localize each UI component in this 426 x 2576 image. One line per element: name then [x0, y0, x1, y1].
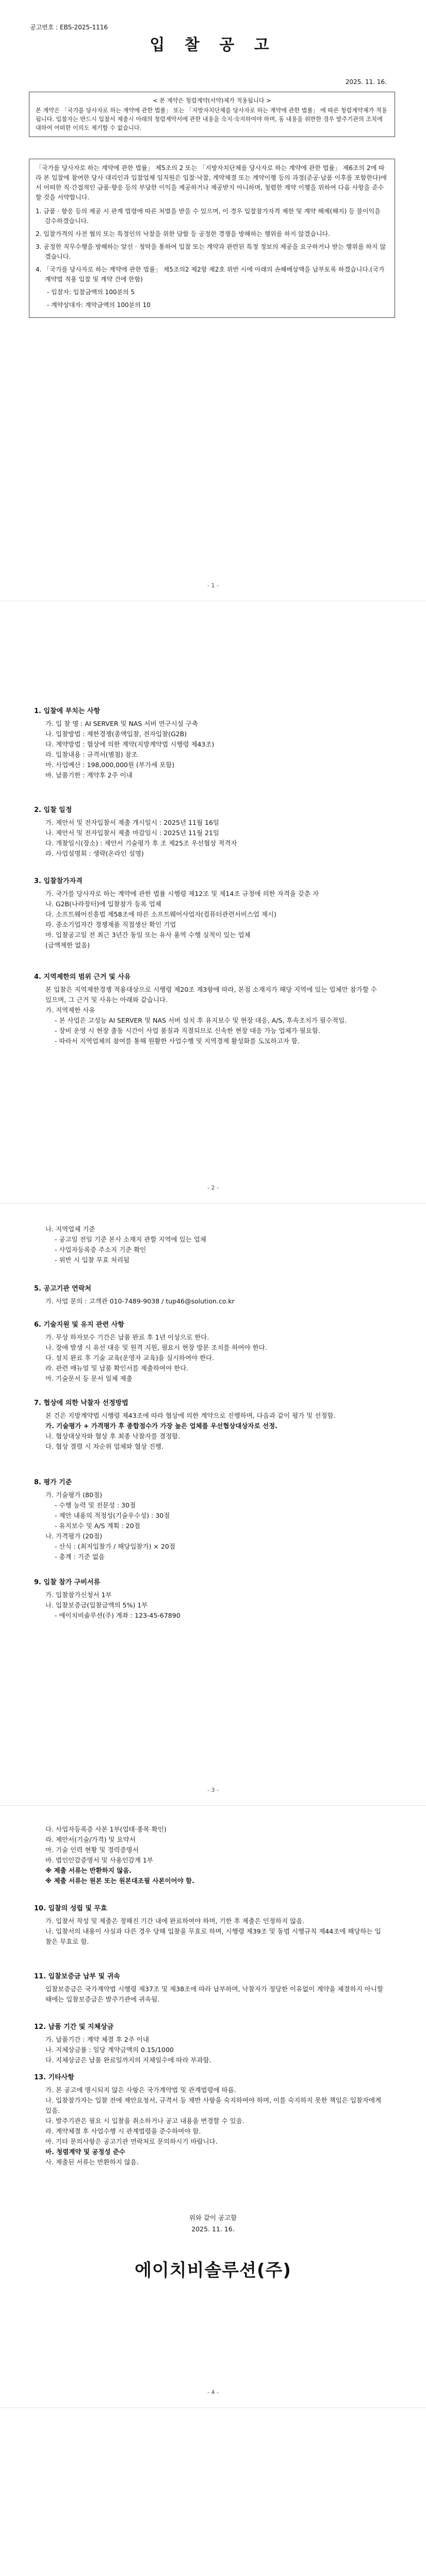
pledge-item: 4. 「국가를 당사자로 하는 계약에 관한 법률」 제5조의2 제2항 제2호 위반 시에 아래의 손해배상액을 납부토록 하겠습니다.(국가계약법 적용 입찰 및 계약 건에 한함)	[36, 266, 385, 283]
section-title: 9. 입찰 참가 구비서류	[34, 1579, 101, 1586]
section-item: 다. 설치 완료 후 기술 교육(운영자 교육)을 실시하여야 한다.	[45, 1354, 215, 1362]
section-title: 10. 입찰의 성립 및 무효	[34, 1905, 107, 1912]
section-10	[34, 1904, 385, 1947]
integrity-notice-body: 본 계약은 「국가를 당사자로 하는 계약에 관한 법률」 또는 「지방자치단체를 당사자로 하는 계약에 관한 법률」 에 따른 청렴계약제가 적용됩니다. 입찰자는 반드시 입찰서 제출시 아래의 청렴계약서에 관한 내용을 숙지·숙지하여야 하며, 동 내용을 위반한 경우 발주기관의 조치에 대하여 어떠한 이의도 제기할 수 없습니다.	[36, 107, 387, 131]
page-number: - 2 -	[207, 1184, 219, 1191]
section-note: ※ 제출 서류는 원본 또는 원본대조필 사본이어야 함.	[45, 1877, 194, 1885]
doc-number: 공고번호 : EBS-2025-1116	[30, 24, 108, 31]
section-4-cont	[34, 1224, 385, 1265]
section-item: 가. 무상 하자보수 기간은 납품 완료 후 1년 이상으로 한다.	[45, 1333, 209, 1341]
section-11	[34, 1972, 385, 2005]
section-subitem: - 제안 내용의 적정성(기술우수성) : 30점	[55, 1512, 170, 1519]
page-2	[0, 601, 426, 1203]
section-13	[34, 2073, 385, 2167]
section-item: 바. 청렴계약 및 공정성 준수	[45, 2148, 125, 2156]
section-12	[34, 2022, 385, 2065]
section-subitem: - 유지보수 및 A/S 계획 : 20점	[55, 1522, 140, 1530]
pledge-subitem: - 입찰자: 입찰금액의 100분의 5	[47, 289, 135, 296]
section-item: 바. 납품기한 : 계약후 2주 이내	[45, 771, 133, 779]
pledge-subitem: - 계약상대자: 계약금액의 100분의 10	[47, 301, 151, 309]
section-item: 마. 기술 인력 현황 및 경력증명서	[45, 1846, 139, 1854]
section-item: 본 건은 지방계약법 시행령 제43조에 따라 협상에 의한 계약으로 진행하며, 다음과 같이 평가 및 선정함.	[45, 1412, 336, 1419]
section-subitem: - 위반 시 입찰 무효 처리됨	[55, 1256, 130, 1264]
section-1	[34, 706, 385, 781]
section-subitem: - 에이치비솔루션(주) 계좌 : 123-45-67890	[55, 1612, 181, 1619]
section-item: 사. 제출된 서류는 반환하지 않음.	[45, 2158, 139, 2166]
section-item: 다. 지체상금은 납품 완료일까지의 지체일수에 따라 부과함.	[45, 2056, 211, 2064]
section-item: (금액제한 없음)	[45, 941, 90, 949]
section-4	[34, 972, 385, 1046]
section-item: 가. 입찰참가신청서 1부	[45, 1591, 112, 1599]
section-item: 나. 가격평가 (20점)	[45, 1532, 103, 1540]
section-item: 가. 기술평가 + 가격평가 후 종합점수가 가장 높은 업체를 우선협상대상자로 선정.	[45, 1422, 277, 1430]
page-5	[0, 2408, 426, 2576]
closing-statement: 위와 같이 공고함	[189, 2214, 237, 2222]
section-item: 나. 입찰참가자는 입찰 전에 제안요청서, 규격서 등 제반 사항을 숙지하여야 하며, 이를 숙지하지 못한 책임은 입찰자에게 있음.	[45, 2096, 382, 2114]
section-subitem: - 수행 능력 및 전문성 : 30점	[55, 1501, 136, 1509]
section-subitem: - 총계 : 기준 없음	[55, 1553, 105, 1561]
section-item: 나. G2B(나라장터)에 입찰참가 등록 업체	[45, 900, 161, 908]
section-item: 가. 입찰서 작성 및 제출은 정해진 기간 내에 완료하여야 하며, 기한 후 제출은 인정하지 않음.	[45, 1917, 305, 1925]
section-item: 가. 납품기간 : 계약 체결 후 2주 이내	[45, 2036, 149, 2043]
page-3	[0, 1204, 426, 1805]
section-item: 다. 개찰일시(장소) : 제안서 기술평가 후 조 제25조 우선협상 적격자	[45, 839, 237, 847]
section-body: 입찰보증금은 국가계약법 시행령 제37조 및 제38조에 따라 납부하며, 낙찰자가 정당한 이유없이 계약을 체결하지 아니할 때에는 입찰보증금은 발주기관에 귀속됨.	[45, 1985, 383, 2003]
page-4	[0, 1806, 426, 2408]
integrity-notice-title: < 본 계약은 청렴계약(서약)제가 적용됩니다 >	[153, 97, 271, 104]
section-title: 6. 기술지원 및 유지 관련 사항	[34, 1321, 124, 1329]
section-title: 8. 평가 기준	[34, 1479, 72, 1486]
section-9	[34, 1578, 385, 1621]
section-title: 13. 기타사항	[34, 2074, 74, 2081]
page-number: - 3 -	[207, 1787, 219, 1793]
section-title: 4. 지역제한의 범위 근거 및 사유	[34, 973, 131, 981]
section-subitem: - 따라서 지역업체의 참여를 통해 원활한 사업수행 및 지역경제 활성화를 도모하고자 함.	[55, 1037, 300, 1045]
section-title: 5. 공고기관 연락처	[34, 1285, 91, 1293]
pledge-item: 2. 입찰가격의 사전 협의 또는 특정인의 낙찰을 위한 담합 등 공정한 경쟁을 방해하는 행위를 하지 않겠습니다.	[36, 230, 330, 238]
pledge-intro: 「국가를 당사자로 하는 계약에 관한 법률」 제5조의 2 또는 「지방자치단체를 당사자로 하는 계약에 관한 법률」 제6조의 2에 따라 본 입찰에 참여한 당사 대리인과 입찰업체 임직원은 입찰·낙찰, 계약체결 또는 계약이행 등의 과정(준공·납품 이후를 포함한다)에서 어떠한 직·간접적인 금품·향응 등의 부당한 이익을 제공하거나 제공받지 아니하며, 청렴한 계약 이행을 위하여 다음 사항을 준수할 것을 서약합니다.	[36, 164, 387, 201]
closing-date: 2025. 11. 16.	[191, 2225, 235, 2233]
section-item: 마. 사업예산 : 198,000,000원 (부가세 포함)	[45, 761, 175, 769]
section-item: 라. 입찰내용 : 규격서(별첨) 참조	[45, 751, 138, 758]
section-subitem: - 장비 운영 시 현장 출동 시간이 사업 품질과 직결되므로 신속한 현장 대응 가능 업체가 필요함.	[55, 1027, 320, 1035]
section-2	[34, 805, 385, 859]
section-item: 마. 입찰공고일 전 최근 3년간 동일 또는 유사 용역 수행 실적이 있는 업체	[45, 931, 251, 939]
section-subitem: - 산식 : (최저입찰가 / 해당입찰가) × 20점	[55, 1543, 175, 1550]
section-item: 나. 입찰서의 내용이 사실과 다른 경우 당해 입찰을 무효로 하며, 시행령 제39조 및 동법 시행규칙 제44조에 해당하는 입찰은 무효로 함.	[45, 1927, 381, 1945]
section-item: 가. 제안서 및 전자입찰서 제출 개시일시 : 2025년 11월 16일	[45, 819, 219, 826]
section-title: 2. 입찰 일정	[34, 806, 72, 814]
section-item: 나. 입찰방법 : 제한경쟁(총액입찰, 전자입찰(G2B)	[45, 730, 187, 738]
company-name: 에이치비솔루션(주)	[135, 2260, 291, 2281]
section-item: 가. 기술평가 (80점)	[45, 1491, 103, 1499]
section-title: 3. 입찰참가자격	[34, 877, 83, 885]
section-title: 1. 입찰에 부치는 사항	[34, 707, 101, 715]
section-item: 마. 기타 문의사항은 공고기관 연락처로 문의하시기 바랍니다.	[45, 2138, 218, 2145]
section-title: 11. 입찰보증금 납부 및 귀속	[34, 1973, 120, 1980]
section-5	[34, 1284, 385, 1307]
document-date: 2025. 11. 16.	[345, 78, 387, 86]
section-subitem: - 본 사업은 고성능 AI SERVER 및 NAS 서버 설치 후 유지보수 및 현장 대응, A/S, 후속조치가 필수적임.	[55, 1016, 347, 1024]
section-item: 나. 협상대상자와 협상 후 최종 낙찰자를 결정함.	[45, 1432, 181, 1440]
section-8	[34, 1478, 385, 1562]
section-item: 가. 본 공고에 명시되지 않은 사항은 국가계약법 및 관계법령에 따름.	[45, 2086, 236, 2094]
section-body: 본 입찰은 지역제한경쟁 적용대상으로 시행령 제20조 제3항에 따라, 본점 소재지가 해당 지역에 있는 업체만 참가할 수 있으며, 그 근거 및 사유는 아래와 같습니다.	[45, 986, 377, 1004]
section-subitem: - 공고일 전일 기준 본사 소재지 관할 지역에 있는 업체	[55, 1235, 206, 1243]
section-item: 라. 계약체결 후 사업수행 시 관계법령을 준수하여야 함.	[45, 2127, 201, 2135]
section-note: ※ 제출 서류는 반환하지 않음.	[45, 1867, 132, 1874]
section-subitem: - 사업자등록증 주소지 기준 확인	[55, 1246, 146, 1253]
integrity-pledge-box	[29, 159, 395, 318]
pledge-item: 3. 공정한 직무수행을 방해하는 알선 · 청탁을 통하여 입찰 또는 계약과 관련된 특정 정보의 제공을 요구하거나 받는 행위를 하지 않겠습니다.	[36, 243, 386, 260]
section-title: 7. 협상에 의한 낙찰자 선정방법	[34, 1399, 128, 1407]
pledge-item: 1. 금품 · 향응 등의 제공 시 관계 법령에 따른 처벌을 받을 수 있으며, 이 경우 입찰참가자격 제한 및 계약 해제(해지) 등 불이익을 감수하겠습니다.	[36, 208, 381, 225]
section-3	[34, 876, 385, 951]
section-9-cont	[34, 1824, 385, 1886]
integrity-notice-box	[29, 92, 395, 137]
section-item: 라. 중소기업자간 경쟁제품 직접생산 확인 기업	[45, 921, 176, 928]
section-item: 나. 지역업체 기준	[45, 1225, 95, 1233]
section-item: 나. 지체상금률 : 일당 계약금액의 0.15/1000	[45, 2046, 174, 2054]
section-item: 마. 기술문서 등 문서 일체 제출	[45, 1375, 133, 1382]
section-6	[34, 1320, 385, 1384]
section-item: 다. 발주기관은 필요 시 입찰을 취소하거나 공고 내용을 변경할 수 있음.	[45, 2117, 244, 2125]
section-item: 다. 계약방법 : 협상에 의한 계약(지방계약법 시행령 제43조)	[45, 740, 215, 748]
section-item: 나. 입찰보증금(입찰금액의 5%) 1부	[45, 1601, 148, 1609]
section-item: 라. 사업설명회 : 생략(온라인 설명)	[45, 850, 144, 857]
section-item: 나. 장애 발생 시 유선 대응 및 원격 지원, 필요시 현장 방문 조치를 하여야 한다.	[45, 1344, 267, 1351]
section-item: 라. 관련 매뉴얼 및 납품 확인서를 제출하여야 한다.	[45, 1364, 189, 1372]
section-item: 다. 사업자등록증 사본 1부(업태·종목 확인)	[45, 1825, 167, 1833]
section-7	[34, 1398, 385, 1452]
section-item: 가. 입 찰 명 : AI SERVER 및 NAS 서버 연구시설 구축	[45, 720, 198, 727]
page-1	[0, 0, 426, 601]
section-item: 다. 소프트웨어진흥법 제58조에 따른 소프트웨어사업자(컴퓨터관련서비스업 제시)	[45, 910, 276, 918]
page-number: - 4 -	[207, 2389, 219, 2396]
section-item: 라. 제안서(기술/가격) 및 요약서	[45, 1836, 136, 1843]
section-item: 다. 협상 결렬 시 차순위 업체와 협상 진행.	[45, 1443, 163, 1450]
page-number: - 1 -	[207, 582, 219, 589]
section-item: 나. 제안서 및 전자입찰서 제출 마감일시 : 2025년 11월 21일	[45, 829, 219, 837]
section-title: 12. 납품 기간 및 지체상금	[34, 2023, 114, 2031]
document-title: 입 찰 공 고	[150, 36, 276, 54]
section-item: 가. 사업 문의 : 고객관 010-7489-9038 / tup46@solution.co.kr	[45, 1297, 235, 1305]
section-item: 바. 법인인감증명서 및 사용인감계 1부	[45, 1856, 153, 1864]
section-item: 가. 지역제한 사유	[45, 1006, 95, 1014]
section-item: 가. 국가를 당사자로 하는 계약에 관한 법률 시행령 제12조 및 제14조 규정에 의한 자격을 갖춘 자	[45, 890, 319, 897]
